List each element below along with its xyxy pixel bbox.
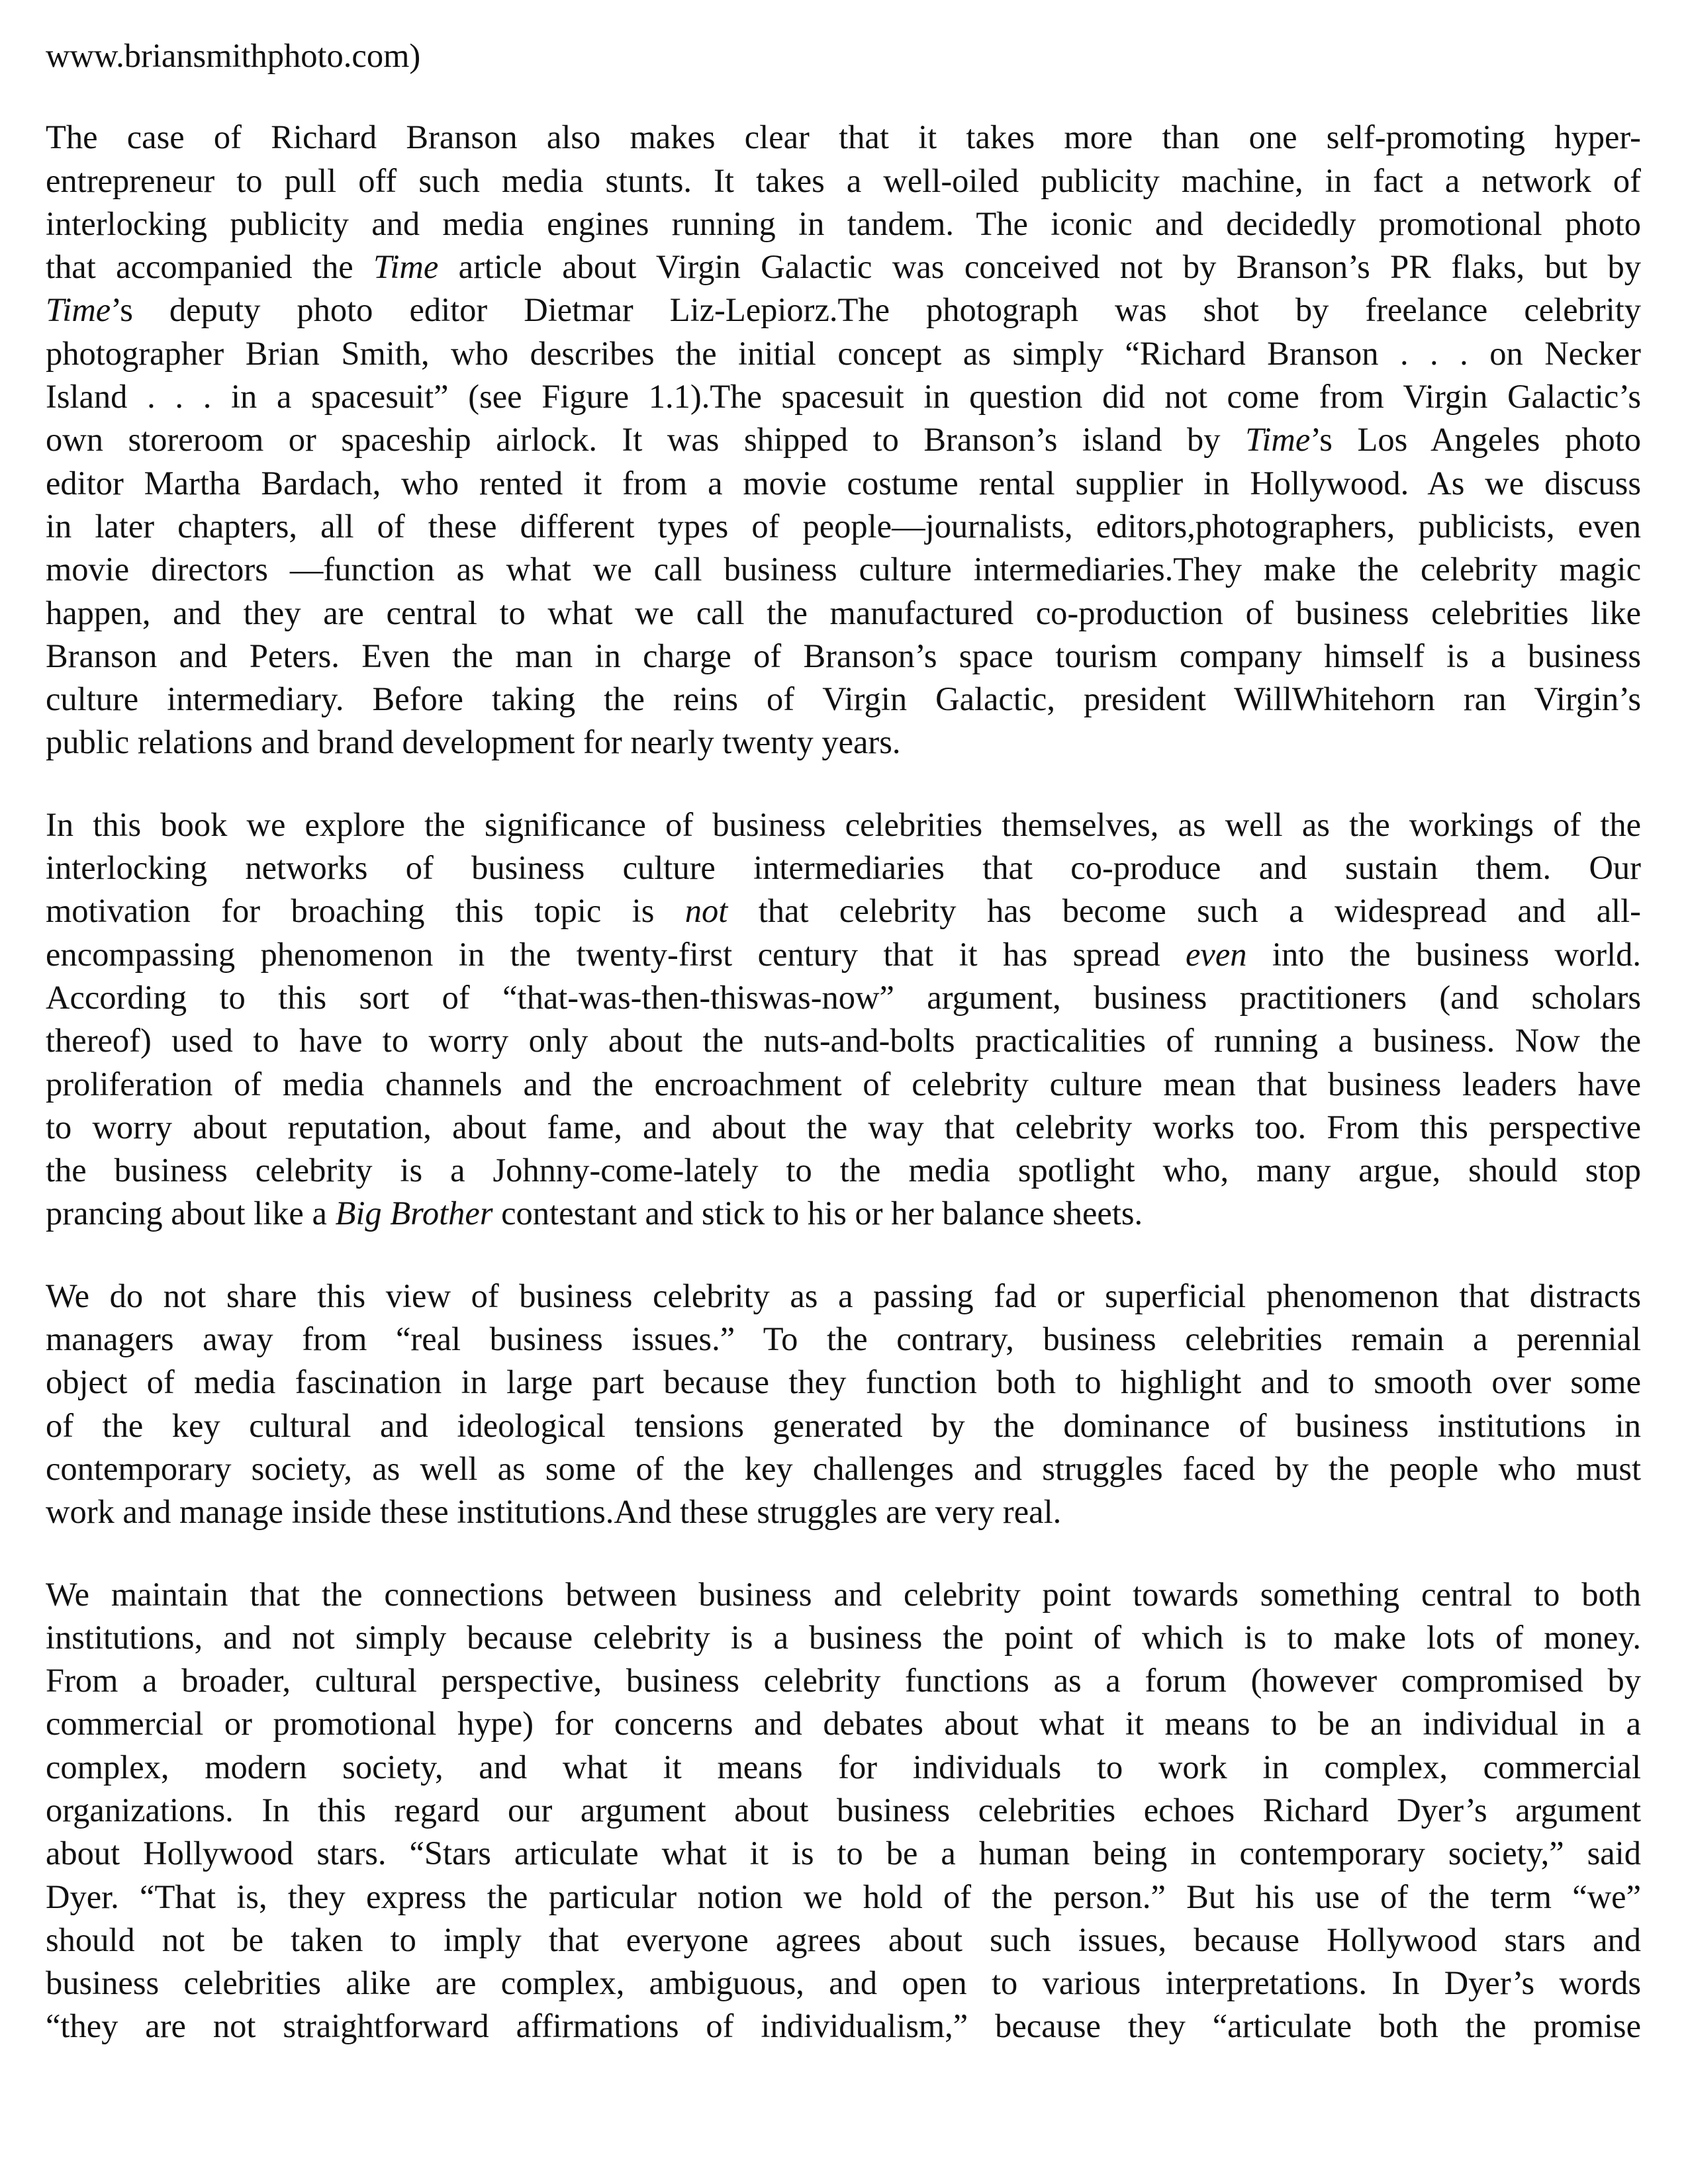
- text-line: [46, 246, 1641, 289]
- text-segment: about Hollywood stars. “Stars articulate what it is to be a human being in contemporary society,” said: [46, 1835, 1641, 1872]
- text-segment: motivation for broaching this topic is: [46, 892, 685, 930]
- text-line: [46, 289, 1641, 332]
- body-text: [46, 116, 1641, 2048]
- text-line: [46, 1149, 1641, 1192]
- text-segment: that accompanied the: [46, 248, 374, 286]
- text-segment: Island . . . in a spacesuit” (see Figure 1.1).The spacesuit in question did not come from Virgin Galactic’s: [46, 378, 1641, 416]
- text-line: [46, 1490, 1641, 1533]
- italic-text: Time: [1245, 421, 1311, 459]
- text-line: [46, 803, 1641, 846]
- italic-text: Time: [373, 248, 439, 286]
- text-line: [46, 1404, 1641, 1447]
- url-fragment: www.briansmithphoto.com): [46, 37, 421, 74]
- italic-text: Time: [46, 291, 111, 329]
- text-line: [46, 462, 1641, 505]
- text-segment: managers away from “real business issues.” To the contrary, business celebrities remain a perennial: [46, 1320, 1641, 1358]
- text-segment: ’s Los Angeles photo: [1310, 421, 1641, 459]
- text-line: [46, 1573, 1641, 1616]
- text-segment: interlocking publicity and media engines running in tandem. The iconic and decidedly promotional photo: [46, 205, 1641, 242]
- text-line: [46, 1919, 1641, 1962]
- text-segment: that celebrity has become such a widespread and all-: [727, 892, 1642, 930]
- paragraph: [46, 803, 1641, 1236]
- text-segment: editor Martha Bardach, who rented it from a movie costume rental supplier in Hollywood. As we discuss: [46, 464, 1641, 502]
- text-segment: ’s deputy photo editor Dietmar Liz-Lepiorz.The photograph was shot by freelance celebrity: [111, 291, 1641, 329]
- text-segment: contestant and stick to his or her balance sheets.: [492, 1195, 1143, 1232]
- text-segment: photographer Brian Smith, who describes the initial concept as simply “Richard Branson . . . on Necker: [46, 334, 1641, 372]
- text-line: [46, 1063, 1641, 1106]
- text-segment: article about Virgin Galactic was conceived not by Branson’s PR flaks, but by: [438, 248, 1641, 286]
- text-line: [46, 1962, 1641, 2005]
- text-line: [46, 1447, 1641, 1490]
- text-segment: own storeroom or spaceship airlock. It was shipped to Branson’s island by: [46, 421, 1246, 459]
- text-segment: In this book we explore the significance of business celebrities themselves, as well as the workings of the: [46, 805, 1641, 843]
- text-segment: Branson and Peters. Even the man in charge of Branson’s space tourism company himself is a business: [46, 637, 1641, 674]
- text-line: [46, 1746, 1641, 1789]
- text-segment: should not be taken to imply that everyone agrees about such issues, because Hollywood stars and: [46, 1921, 1641, 1958]
- text-line: [46, 1106, 1641, 1149]
- text-segment: proliferation of media channels and the encroachment of celebrity culture mean that business leaders have: [46, 1065, 1641, 1103]
- italic-text: not: [684, 892, 728, 930]
- text-line: [46, 203, 1641, 246]
- text-segment: prancing about like a: [46, 1195, 336, 1232]
- text-segment: object of media fascination in large part because they function both to highlight and to smooth over some: [46, 1363, 1641, 1401]
- italic-text: Big Brother: [335, 1195, 493, 1232]
- text-line: [46, 933, 1641, 976]
- text-line: [46, 1876, 1641, 1919]
- text-line: [46, 332, 1641, 375]
- text-line: [46, 1361, 1641, 1404]
- text-line: [46, 1192, 1641, 1235]
- paragraph: [46, 1573, 1641, 2048]
- text-segment: movie directors —function as what we call business culture intermediaries.They make the celebrity magic: [46, 551, 1641, 588]
- text-segment: work and manage inside these institutions.And these struggles are very real.: [46, 1493, 1062, 1531]
- text-line: [46, 159, 1641, 203]
- text-line: [46, 846, 1641, 889]
- text-line: [46, 1659, 1641, 1702]
- text-segment: the business celebrity is a Johnny-come-lately to the media spotlight who, many argue, should stop: [46, 1152, 1641, 1189]
- text-line: [46, 678, 1641, 721]
- text-segment: We do not share this view of business celebrity as a passing fad or superficial phenomenon that distracts: [46, 1277, 1641, 1314]
- text-line: [46, 1318, 1641, 1361]
- text-segment: Dyer. “That is, they express the particular notion we hold of the person.” But his use of the term “we”: [46, 1878, 1641, 1915]
- text-segment: organizations. In this regard our argument about business celebrities echoes Richard Dyer’s argument: [46, 1791, 1641, 1829]
- text-line: [46, 1019, 1641, 1062]
- text-segment: culture intermediary. Before taking the reins of Virgin Galactic, president WillWhitehorn ran Virgin’s: [46, 680, 1641, 718]
- text-line: [46, 505, 1641, 548]
- text-line: [46, 1616, 1641, 1659]
- text-line: [46, 116, 1641, 159]
- text-line: [46, 375, 1641, 418]
- text-segment: business celebrities alike are complex, ambiguous, and open to various interpretations. In Dyer’s words: [46, 1964, 1641, 2002]
- text-line: [46, 2005, 1641, 2048]
- text-segment: We maintain that the connections between business and celebrity point towards something central to both: [46, 1575, 1641, 1613]
- text-segment: public relations and brand development for nearly twenty years.: [46, 723, 901, 761]
- text-line: [46, 976, 1641, 1019]
- text-segment: to worry about reputation, about fame, and about the way that celebrity works too. From this perspective: [46, 1108, 1641, 1146]
- text-line: [46, 1275, 1641, 1318]
- text-line: [46, 1702, 1641, 1745]
- text-line: [46, 1832, 1641, 1875]
- text-segment: encompassing phenomenon in the twenty-first century that it has spread: [46, 935, 1186, 973]
- text-segment: interlocking networks of business culture intermediaries that co-produce and sustain them. Our: [46, 849, 1641, 887]
- text-segment: thereof) used to have to worry only about the nuts-and-bolts practicalities of running a business. Now the: [46, 1022, 1641, 1060]
- text-segment: of the key cultural and ideological tensions generated by the dominance of business institutions in: [46, 1406, 1641, 1444]
- text-segment: institutions, and not simply because celebrity is a business the point of which is to make lots of money.: [46, 1618, 1641, 1656]
- text-segment: The case of Richard Branson also makes clear that it takes more than one self-promoting hyper-: [46, 118, 1641, 156]
- text-segment: “they are not straightforward affirmations of individualism,” because they “articulate both the promise: [46, 2007, 1641, 2045]
- text-line: [46, 889, 1641, 933]
- text-segment: complex, modern society, and what it means for individuals to work in complex, commercial: [46, 1748, 1641, 1786]
- italic-text: even: [1186, 935, 1247, 973]
- paragraph: [46, 116, 1641, 764]
- paragraph: [46, 1275, 1641, 1534]
- text-segment: contemporary society, as well as some of the key challenges and struggles faced by the people who must: [46, 1449, 1641, 1487]
- text-line: [46, 592, 1641, 635]
- document-page: [46, 34, 1641, 2087]
- text-segment: into the business world.: [1246, 935, 1641, 973]
- text-segment: commercial or promotional hype) for concerns and debates about what it means to be an individual in a: [46, 1705, 1641, 1743]
- text-line: [46, 418, 1641, 461]
- text-line: [46, 1789, 1641, 1832]
- text-line: [46, 548, 1641, 591]
- text-segment: happen, and they are central to what we call the manufactured co-production of business celebrities like: [46, 594, 1641, 631]
- text-line: [46, 721, 1641, 764]
- text-segment: From a broader, cultural perspective, business celebrity functions as a forum (however compromised by: [46, 1662, 1641, 1700]
- text-segment: entrepreneur to pull off such media stunts. It takes a well-oiled publicity machine, in fact a network of: [46, 161, 1641, 199]
- text-line: [46, 635, 1641, 678]
- text-segment: in later chapters, all of these different types of people—journalists, editors,photographers, publicists, even: [46, 507, 1641, 545]
- text-segment: According to this sort of “that-was-then-thiswas-now” argument, business practitioners (and scholars: [46, 978, 1641, 1016]
